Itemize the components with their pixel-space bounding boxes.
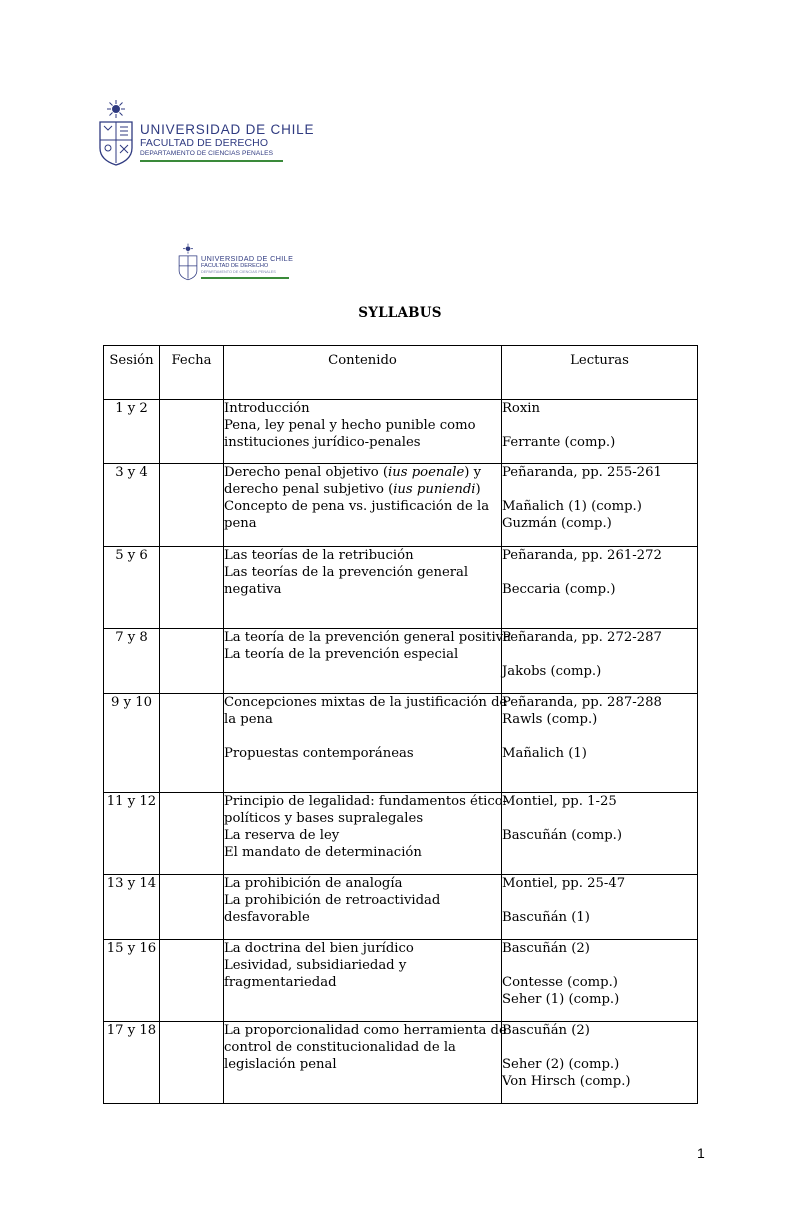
readings-cell <box>502 1022 698 1104</box>
content-line: pena <box>224 516 257 531</box>
content-line: desfavorable <box>224 910 310 925</box>
reading-line: Peñaranda, pp. 272-287 <box>502 630 662 645</box>
content-line: La prohibición de analogía <box>224 876 403 891</box>
session-cell: 11 y 12 <box>104 793 160 875</box>
latin-term: ius poenale <box>388 465 465 480</box>
content-line: control de constitucionalidad de la <box>224 1040 456 1055</box>
reading-line: Montiel, pp. 1-25 <box>502 794 617 809</box>
content-cell <box>224 793 508 875</box>
content-line: legislación penal <box>224 1057 337 1072</box>
content-line: Pena, ley penal y hecho punible como <box>224 418 476 433</box>
content-line: la pena <box>224 712 273 727</box>
table-row <box>104 694 698 793</box>
content-text: Derecho penal objetivo ( <box>224 465 389 480</box>
session-cell: 1 y 2 <box>104 400 160 464</box>
session-cell: 15 y 16 <box>104 940 160 1022</box>
date-cell <box>160 547 224 629</box>
table-row <box>104 940 698 1022</box>
latin-term: ius puniendi <box>393 482 476 497</box>
content-line: fragmentariedad <box>224 975 337 990</box>
content-line: La doctrina del bien jurídico <box>224 941 414 956</box>
reading-line: Beccaria (comp.) <box>502 582 616 597</box>
date-cell <box>160 629 224 694</box>
content-cell <box>224 694 508 793</box>
reading-line: Roxin <box>502 401 541 416</box>
session-cell: 13 y 14 <box>104 875 160 940</box>
page-number: 1 <box>697 1145 705 1161</box>
readings-cell <box>502 547 698 629</box>
date-cell <box>160 694 224 793</box>
department-name: DEPARTAMENTO DE CIENCIAS PENALES <box>140 150 274 157</box>
content-line: Propuestas contemporáneas <box>224 746 414 761</box>
reading-line: Ferrante (comp.) <box>502 435 616 450</box>
reading-line: Peñaranda, pp. 287-288 <box>502 695 662 710</box>
date-cell <box>160 875 224 940</box>
table-header-row <box>104 346 698 400</box>
content-text: derecho penal subjetivo ( <box>224 482 394 497</box>
content-line: Las teorías de la prevención general <box>224 565 469 580</box>
header-readings: Lecturas <box>502 346 698 400</box>
page-title: SYLLABUS <box>358 305 442 321</box>
reading-line: Seher (1) (comp.) <box>502 992 620 1007</box>
date-cell <box>160 793 224 875</box>
content-line: Concepciones mixtas de la justificación de <box>224 695 508 710</box>
header-date: Fecha <box>160 346 224 400</box>
table-row <box>104 464 698 547</box>
readings-cell <box>502 793 698 875</box>
readings-cell <box>502 940 698 1022</box>
reading-line: Von Hirsch (comp.) <box>502 1074 631 1089</box>
reading-line: Seher (2) (comp.) <box>502 1057 620 1072</box>
content-cell <box>224 547 502 629</box>
content-cell <box>224 940 502 1022</box>
reading-line: Jakobs (comp.) <box>502 664 602 679</box>
date-cell <box>160 464 224 547</box>
content-line: Concepto de pena vs. justificación de la <box>224 499 490 514</box>
readings-cell <box>502 875 698 940</box>
table-row <box>104 875 698 940</box>
reading-line: Peñaranda, pp. 255-261 <box>502 465 662 480</box>
content-cell <box>224 875 502 940</box>
faculty-name: FACULTAD DE DERECHO <box>140 137 269 149</box>
reading-line: Mañalich (1) <box>502 746 587 761</box>
readings-cell <box>502 464 698 547</box>
session-cell: 5 y 6 <box>104 547 160 629</box>
table-row <box>104 793 698 875</box>
content-line: políticos y bases supralegales <box>224 811 424 826</box>
faculty-logo-large <box>98 100 314 166</box>
content-line: El mandato de determinación <box>224 845 422 860</box>
content-text: ) y <box>464 465 482 480</box>
university-crest-icon <box>98 100 134 166</box>
university-name: UNIVERSIDAD DE CHILE <box>140 122 315 137</box>
reading-line: Bascuñán (comp.) <box>502 828 622 843</box>
faculty-name: FACULTAD DE DERECHO <box>201 263 269 269</box>
table-row <box>104 400 698 464</box>
reading-line: Bascuñán (1) <box>502 910 590 925</box>
reading-line: Mañalich (1) (comp.) <box>502 499 642 514</box>
faculty-logo-small <box>178 243 293 281</box>
content-cell <box>224 400 502 464</box>
reading-line: Peñaranda, pp. 261-272 <box>502 548 662 563</box>
reading-line: Rawls (comp.) <box>502 712 598 727</box>
university-name: UNIVERSIDAD DE CHILE <box>201 254 294 263</box>
header-content: Contenido <box>224 346 502 400</box>
date-cell <box>160 400 224 464</box>
date-cell <box>160 1022 224 1104</box>
syllabus-table <box>103 345 698 1104</box>
content-line: Las teorías de la retribución <box>224 548 414 563</box>
content-cell <box>224 464 502 547</box>
content-line: Principio de legalidad: fundamentos ético- <box>224 794 508 809</box>
session-cell: 17 y 18 <box>104 1022 160 1104</box>
table-row <box>104 1022 698 1104</box>
content-line: La teoría de la prevención especial <box>224 647 459 662</box>
content-line: Introducción <box>224 401 310 416</box>
content-cell <box>224 1022 507 1104</box>
readings-cell <box>502 400 698 464</box>
table-row <box>104 629 698 694</box>
content-line: La proporcionalidad como herramienta de <box>224 1023 507 1038</box>
session-cell: 3 y 4 <box>104 464 160 547</box>
reading-line: Bascuñán (2) <box>502 1023 590 1038</box>
session-cell: 7 y 8 <box>104 629 160 694</box>
logo-underline <box>201 277 289 279</box>
content-cell <box>224 629 511 694</box>
table-row <box>104 547 698 629</box>
date-cell <box>160 940 224 1022</box>
reading-line: Contesse (comp.) <box>502 975 618 990</box>
reading-line: Bascuñán (2) <box>502 941 590 956</box>
header-session: Sesión <box>104 346 160 400</box>
reading-line: Montiel, pp. 25-47 <box>502 876 626 891</box>
reading-line: Guzmán (comp.) <box>502 516 612 531</box>
content-line: La teoría de la prevención general positiva <box>224 630 511 645</box>
university-crest-icon <box>178 243 198 281</box>
content-line: negativa <box>224 582 282 597</box>
content-line: La reserva de ley <box>224 828 340 843</box>
department-name: DEPARTAMENTO DE CIENCIAS PENALES <box>201 270 276 274</box>
content-line: Lesividad, subsidiariedad y <box>224 958 407 973</box>
content-line: instituciones jurídico-penales <box>224 435 421 450</box>
content-line <box>224 481 501 498</box>
content-line: La prohibición de retroactividad <box>224 893 441 908</box>
session-cell: 9 y 10 <box>104 694 160 793</box>
readings-cell <box>502 694 698 793</box>
readings-cell <box>502 629 698 694</box>
content-text: ) <box>475 482 481 497</box>
logo-underline <box>140 160 283 162</box>
content-line <box>224 464 501 481</box>
